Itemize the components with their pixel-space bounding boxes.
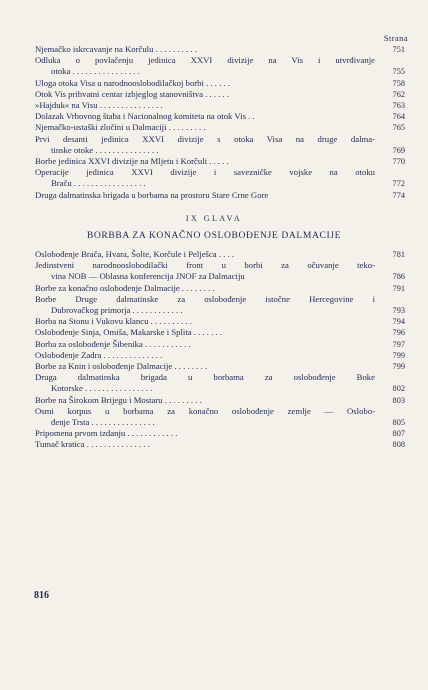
toc-entry-line: Dubrovačkog primorja . . . . . . . . . . . . [51, 305, 183, 316]
toc-entry-page: 802 [392, 384, 405, 394]
toc-entry-line: Druga dalmatinska brigada u borbama na prostoru Stare Crne Gore [35, 189, 269, 200]
toc-entry-page: 762 [392, 89, 405, 99]
toc-entry-line: Dolazak Vrhovnog štaba i Nacionalnog komiteta na otok Vis . . [35, 111, 255, 122]
toc-entry-line: Odluka o povlačenju jedinica XXVI divizije na Vis i utvrđivanje [35, 55, 375, 66]
toc-entry-page: 769 [392, 145, 405, 155]
toc-entry-line: Njemačko-ustaški zločini u Dalmaciji . . . . . . . . . [35, 122, 206, 133]
toc-entry-page: 805 [392, 418, 405, 428]
toc-entry-line: Borbe za Knin i oslobođenje Dalmacije . . . . . . . . [35, 361, 208, 372]
toc-entry-page: 770 [392, 157, 405, 167]
toc-entry-page: 765 [392, 123, 405, 133]
toc-entry-page: 758 [392, 78, 405, 88]
toc-entry-page: 786 [392, 272, 405, 282]
toc-entry [35, 122, 405, 133]
toc-entry-line: Borbe na Širokom Brijegu i Mostaru . . . . . . . . . [35, 394, 202, 405]
toc-entry-line: Oslobođenje Brača, Hvara, Šolte, Korčule i Pelješca . . . . [35, 249, 235, 259]
toc-entry [35, 406, 405, 428]
toc-entry [35, 89, 405, 100]
toc-entry-line: Pripomena prvom izdanju . . . . . . . . . . . . [35, 428, 178, 439]
strana-header: Strana [383, 33, 408, 43]
toc-entry-line: Oslobođenje Sinja, Omiša, Makarske i Splita . . . . . . . [35, 327, 223, 338]
toc-entry-page: 763 [392, 101, 405, 111]
toc-entry [35, 100, 405, 111]
toc-entry-line: Borbe za konačno oslobođenje Dalmacije . . . . . . . . [35, 282, 215, 293]
toc-entry [35, 372, 405, 394]
toc-entry-line: »Hajduk« na Visu . . . . . . . . . . . . . . . [35, 100, 163, 111]
toc-entry-page: 807 [392, 429, 405, 439]
toc-entry [35, 395, 405, 406]
toc-entry-page: 796 [392, 328, 405, 338]
toc-entry-line: Druga dalmatinska brigada u borbama za oslobođenje Boke [35, 372, 375, 383]
toc-entry-page: 751 [392, 45, 405, 54]
toc-section-top [35, 44, 405, 201]
toc-entry-page: 772 [392, 179, 405, 189]
page-number: 816 [34, 590, 49, 601]
chapter-title: BORBBA ZA KONAČNO OSLOBOĐENJE DALMACIJE [86, 230, 342, 241]
toc-entry [35, 55, 405, 77]
toc-entry [35, 167, 405, 189]
toc-entry-line: Borba za oslobođenje Šibenika . . . . . . . . . . . [35, 338, 191, 349]
toc-entry-line: tinske otoke . . . . . . . . . . . . . . . [51, 144, 159, 155]
toc-entry-line: Prvi desanti jedinica XXVI divizije s otoka Visa na druge dalma- [35, 133, 375, 144]
toc-entry-page: 803 [392, 395, 405, 405]
toc-entry-page: 799 [392, 362, 405, 372]
toc-entry-line: Borba na Stonu i Vukovu klancu . . . . . . . . . . [35, 316, 192, 327]
toc-entry-page: 791 [392, 283, 405, 293]
toc-entry-line: Otok Vis prihvatni centar izbjeglog stanovništva . . . . . . [35, 88, 230, 99]
toc-entry-line: Osmi korpus u borbama za konačno oslobođenje zemlje — Oslobo- [35, 405, 375, 416]
toc-entry-page: 797 [392, 339, 405, 349]
toc-entry [35, 327, 405, 338]
toc-entry-page: 799 [392, 350, 405, 360]
toc-entry [35, 439, 405, 450]
toc-entry [35, 350, 405, 361]
toc-entry-line: Borbe Druge dalmatinske za oslobođenje istočne Hercegovine i [35, 293, 375, 304]
toc-entry [35, 190, 405, 201]
toc-entry-line: Braču . . . . . . . . . . . . . . . . . [51, 178, 146, 189]
toc-entry-page: 793 [392, 306, 405, 316]
toc-entry [35, 156, 405, 167]
toc-entry [35, 294, 405, 316]
toc-entry-page: 794 [392, 317, 405, 327]
toc-entry [35, 283, 405, 294]
toc-entry-page: 781 [392, 250, 405, 259]
toc-entry [35, 249, 405, 260]
toc-entry-line: Operacije jedinica XXVI divizije i savezničke vojske na otoku [35, 167, 375, 178]
toc-entry-line: Oslobođenje Zadra . . . . . . . . . . . . . . [35, 349, 163, 360]
toc-entry-page: 764 [392, 112, 405, 122]
toc-entry [35, 339, 405, 350]
toc-entry-page: 755 [392, 67, 405, 77]
toc-entry-page: 774 [392, 190, 405, 200]
toc-entry-page: 808 [392, 440, 405, 450]
toc-entry [35, 316, 405, 327]
toc-entry [35, 44, 405, 55]
toc-entry [35, 134, 405, 156]
toc-entry [35, 361, 405, 372]
toc-entry-line: Kotorske . . . . . . . . . . . . . . . . [51, 383, 153, 394]
toc-entry-line: vina NOB — Oblasna konferencija JNOF za Dalmaciju [51, 271, 245, 282]
toc-entry-line: otoka . . . . . . . . . . . . . . . . [51, 66, 140, 77]
toc-section-bottom [35, 249, 405, 451]
toc-entry-line: đenje Trsta . . . . . . . . . . . . . . . [51, 417, 155, 428]
chapter-label: IX GLAVA [185, 214, 243, 223]
toc-entry-line: Jedinstveni narodnooslobodilački front u borbi za očuvanje teko- [35, 260, 375, 271]
toc-entry [35, 78, 405, 89]
toc-entry [35, 428, 405, 439]
toc-entry-line: Njemačko iskrcavanje na Korčulu . . . . . . . . . . [35, 44, 197, 54]
toc-entry-line: Tumač kratica . . . . . . . . . . . . . . . [35, 439, 150, 450]
toc-entry [35, 260, 405, 282]
toc-entry [35, 111, 405, 122]
toc-entry-line: Borbe jedinica XXVI divizije na Mljetu i Korčuli . . . . . [35, 156, 229, 167]
toc-entry-line: Uloga otoka Visa u narodnooslobodilačkoj borbi . . . . . . [35, 77, 231, 88]
